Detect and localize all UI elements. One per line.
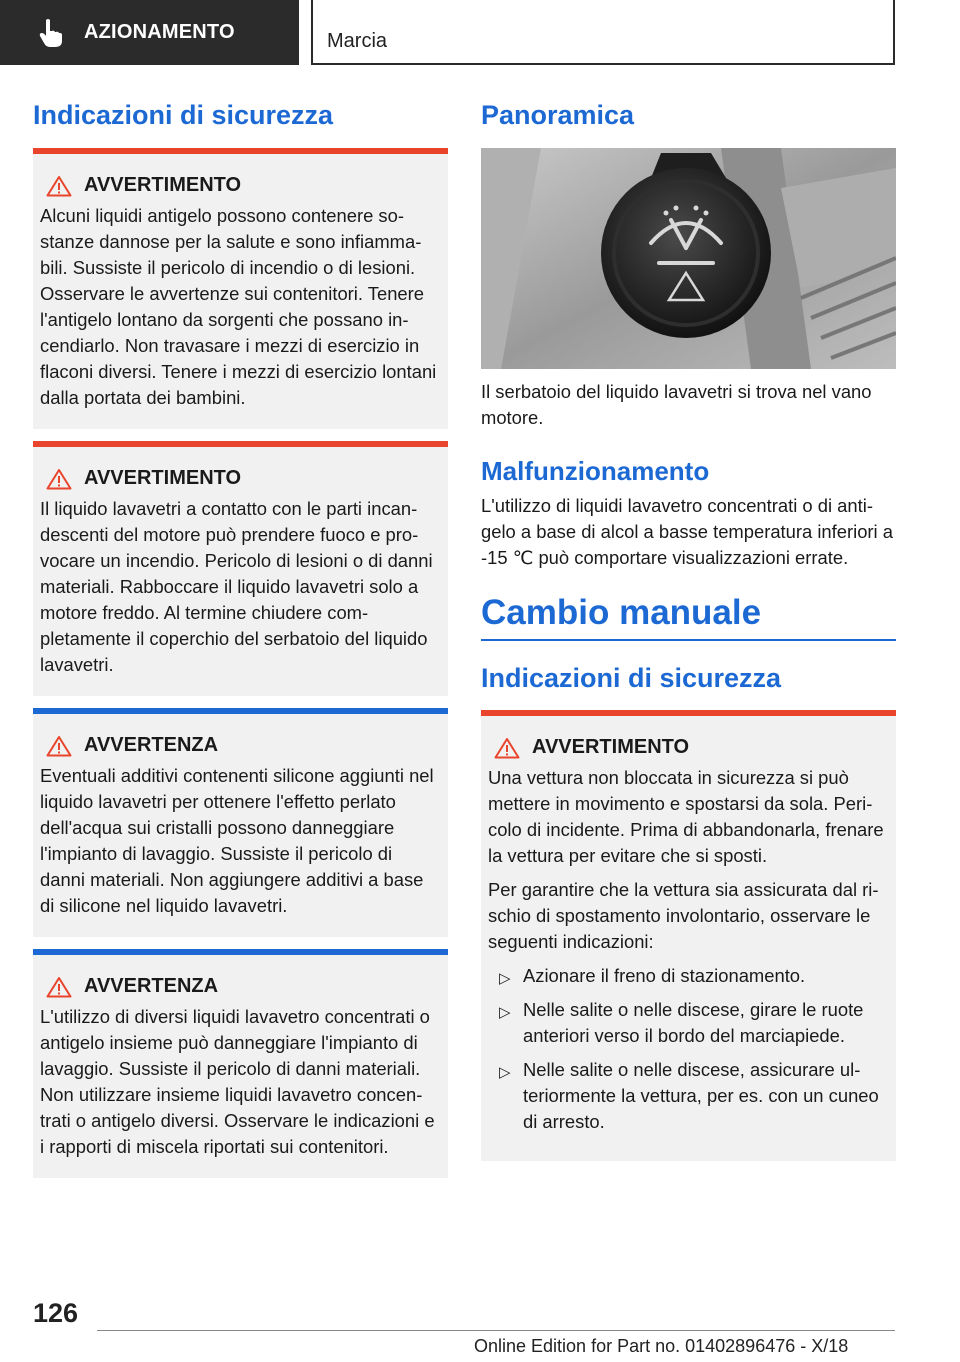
photo-caption: Il serbatoio del liquido lavavetri si trova nel vano motore. [481,381,872,428]
section-tab [0,0,299,65]
instruction-list [488,963,888,1135]
bullet-triangle-icon: ▷ [499,970,511,987]
left-column [33,100,448,1178]
warning-text: Una vettura non bloccata in sicurezza si può mettere in movimento e spostarsi da sola. Pericolo di incidente. Prima di abbandonarla, frenare la vettura per evitare che si sposti. [488,767,884,866]
warning-instructions: Per garantire che la vettura sia assicurata dal rischio di spostamento involontario, osservare le seguenti indicazioni: [488,879,879,952]
page-number: 126 [33,1298,79,1328]
warning-title [40,174,440,197]
caution-text: Eventuali additivi contenenti silicone aggiunti nel liquido lavavetri per ottenere l'effetto perlato dell'acqua sui cristalli possono danneggiare l'impianto di lavaggio. Sussiste il pericolo di danni materiali. Non aggiungere additivi a base di silicone nel liquido lavavetri. [40,765,434,916]
overview-heading: Panoramica [481,100,635,130]
chapter-title: Marcia [327,30,388,52]
malfunction-heading: Malfunzionamento [481,456,710,486]
warning-label: AVVERTIMENTO [84,174,242,196]
warning-triangle-icon [46,976,72,998]
manual-safety-heading: Indicazioni di sicurezza [481,663,782,693]
washer-reservoir-photo [481,148,896,369]
warning-triangle-icon [46,175,72,197]
edition-label: Online Edition for Part no. 01402896476 - X/18 [474,1336,849,1356]
caution-box-1 [33,708,448,937]
caution-text: L'utilizzo di diversi liquidi lavavetro concentrati o antigelo insieme può danneggiare l'impianto di lavaggio. Sussiste il pericolo di danni materiali. Non utilizzare insieme liquidi lavavetro concentrati o antigelo diversi. Osservare le indicazioni e i rapporti di miscela riportati sui contenitori. [40,1006,435,1157]
warning-title [40,467,440,490]
malfunction-text: L'utilizzo di liquidi lavavetro concentrati o di antigelo a base di alcol a basse temperatura inferiori a -15 ℃ può comportare visualizzazioni errate. [481,495,893,568]
caution-label: AVVERTENZA [84,975,219,997]
list-item: ▷ Nelle salite o nelle discese, girare le ruote anteriori verso il bordo del marciapiede. [499,999,864,1046]
caution-title [40,734,440,757]
chapter-rule [481,639,896,641]
warning-triangle-icon [494,737,520,759]
warning-triangle-icon [46,468,72,490]
chapter-tab [311,0,895,65]
warning-label: AVVERTIMENTO [84,467,242,489]
caution-box-2 [33,949,448,1178]
hand-pointer-icon [38,18,64,48]
caution-label: AVVERTENZA [84,734,219,756]
section-title: AZIONAMENTO [84,21,235,43]
warning-triangle-icon [46,735,72,757]
bullet-triangle-icon: ▷ [499,1004,511,1021]
safety-heading: Indicazioni di sicurezza [33,100,334,130]
footer-rule [97,1330,895,1331]
warning-text: Il liquido lavavetri a contatto con le parti incandescenti del motore può prendere fuoco e provocare un incendio. Pericolo di lesioni o di danni materiali. Rabboccare il liquido lavavetri solo a motore freddo. Al termine chiudere completamente il coperchio del serbatoio del liquido lavavetri. [40,498,433,675]
warning-box-1 [33,148,448,429]
warning-text: Alcuni liquidi antigelo possono contenere sostanze dannose per la salute e sono infiammabili. Sussiste il pericolo di incendio o di lesioni. Osservare le avvertenze sui contenitori. Tenere l'antigelo lontano da sorgenti che possano incendiarlo. Non travasare i mezzi di esercizio in flaconi diversi. Tenere i mezzi di esercizio lontani dalla portata dei bambini. [40,205,437,408]
warning-title [488,736,888,759]
caution-title [40,975,440,998]
warning-box-manual [481,710,896,1161]
warning-box-2 [33,441,448,696]
warning-label: AVVERTIMENTO [532,736,690,758]
bullet-triangle-icon: ▷ [499,1064,511,1081]
list-item: ▷ Azionare il freno di stazionamento. [488,963,888,989]
list-item: ▷ Nelle salite o nelle discese, assicurare ulteriormente la vettura, per es. con un cuneo di arresto. [499,1059,879,1132]
right-column [481,100,896,1161]
chapter-heading: Cambio manuale [481,593,762,632]
